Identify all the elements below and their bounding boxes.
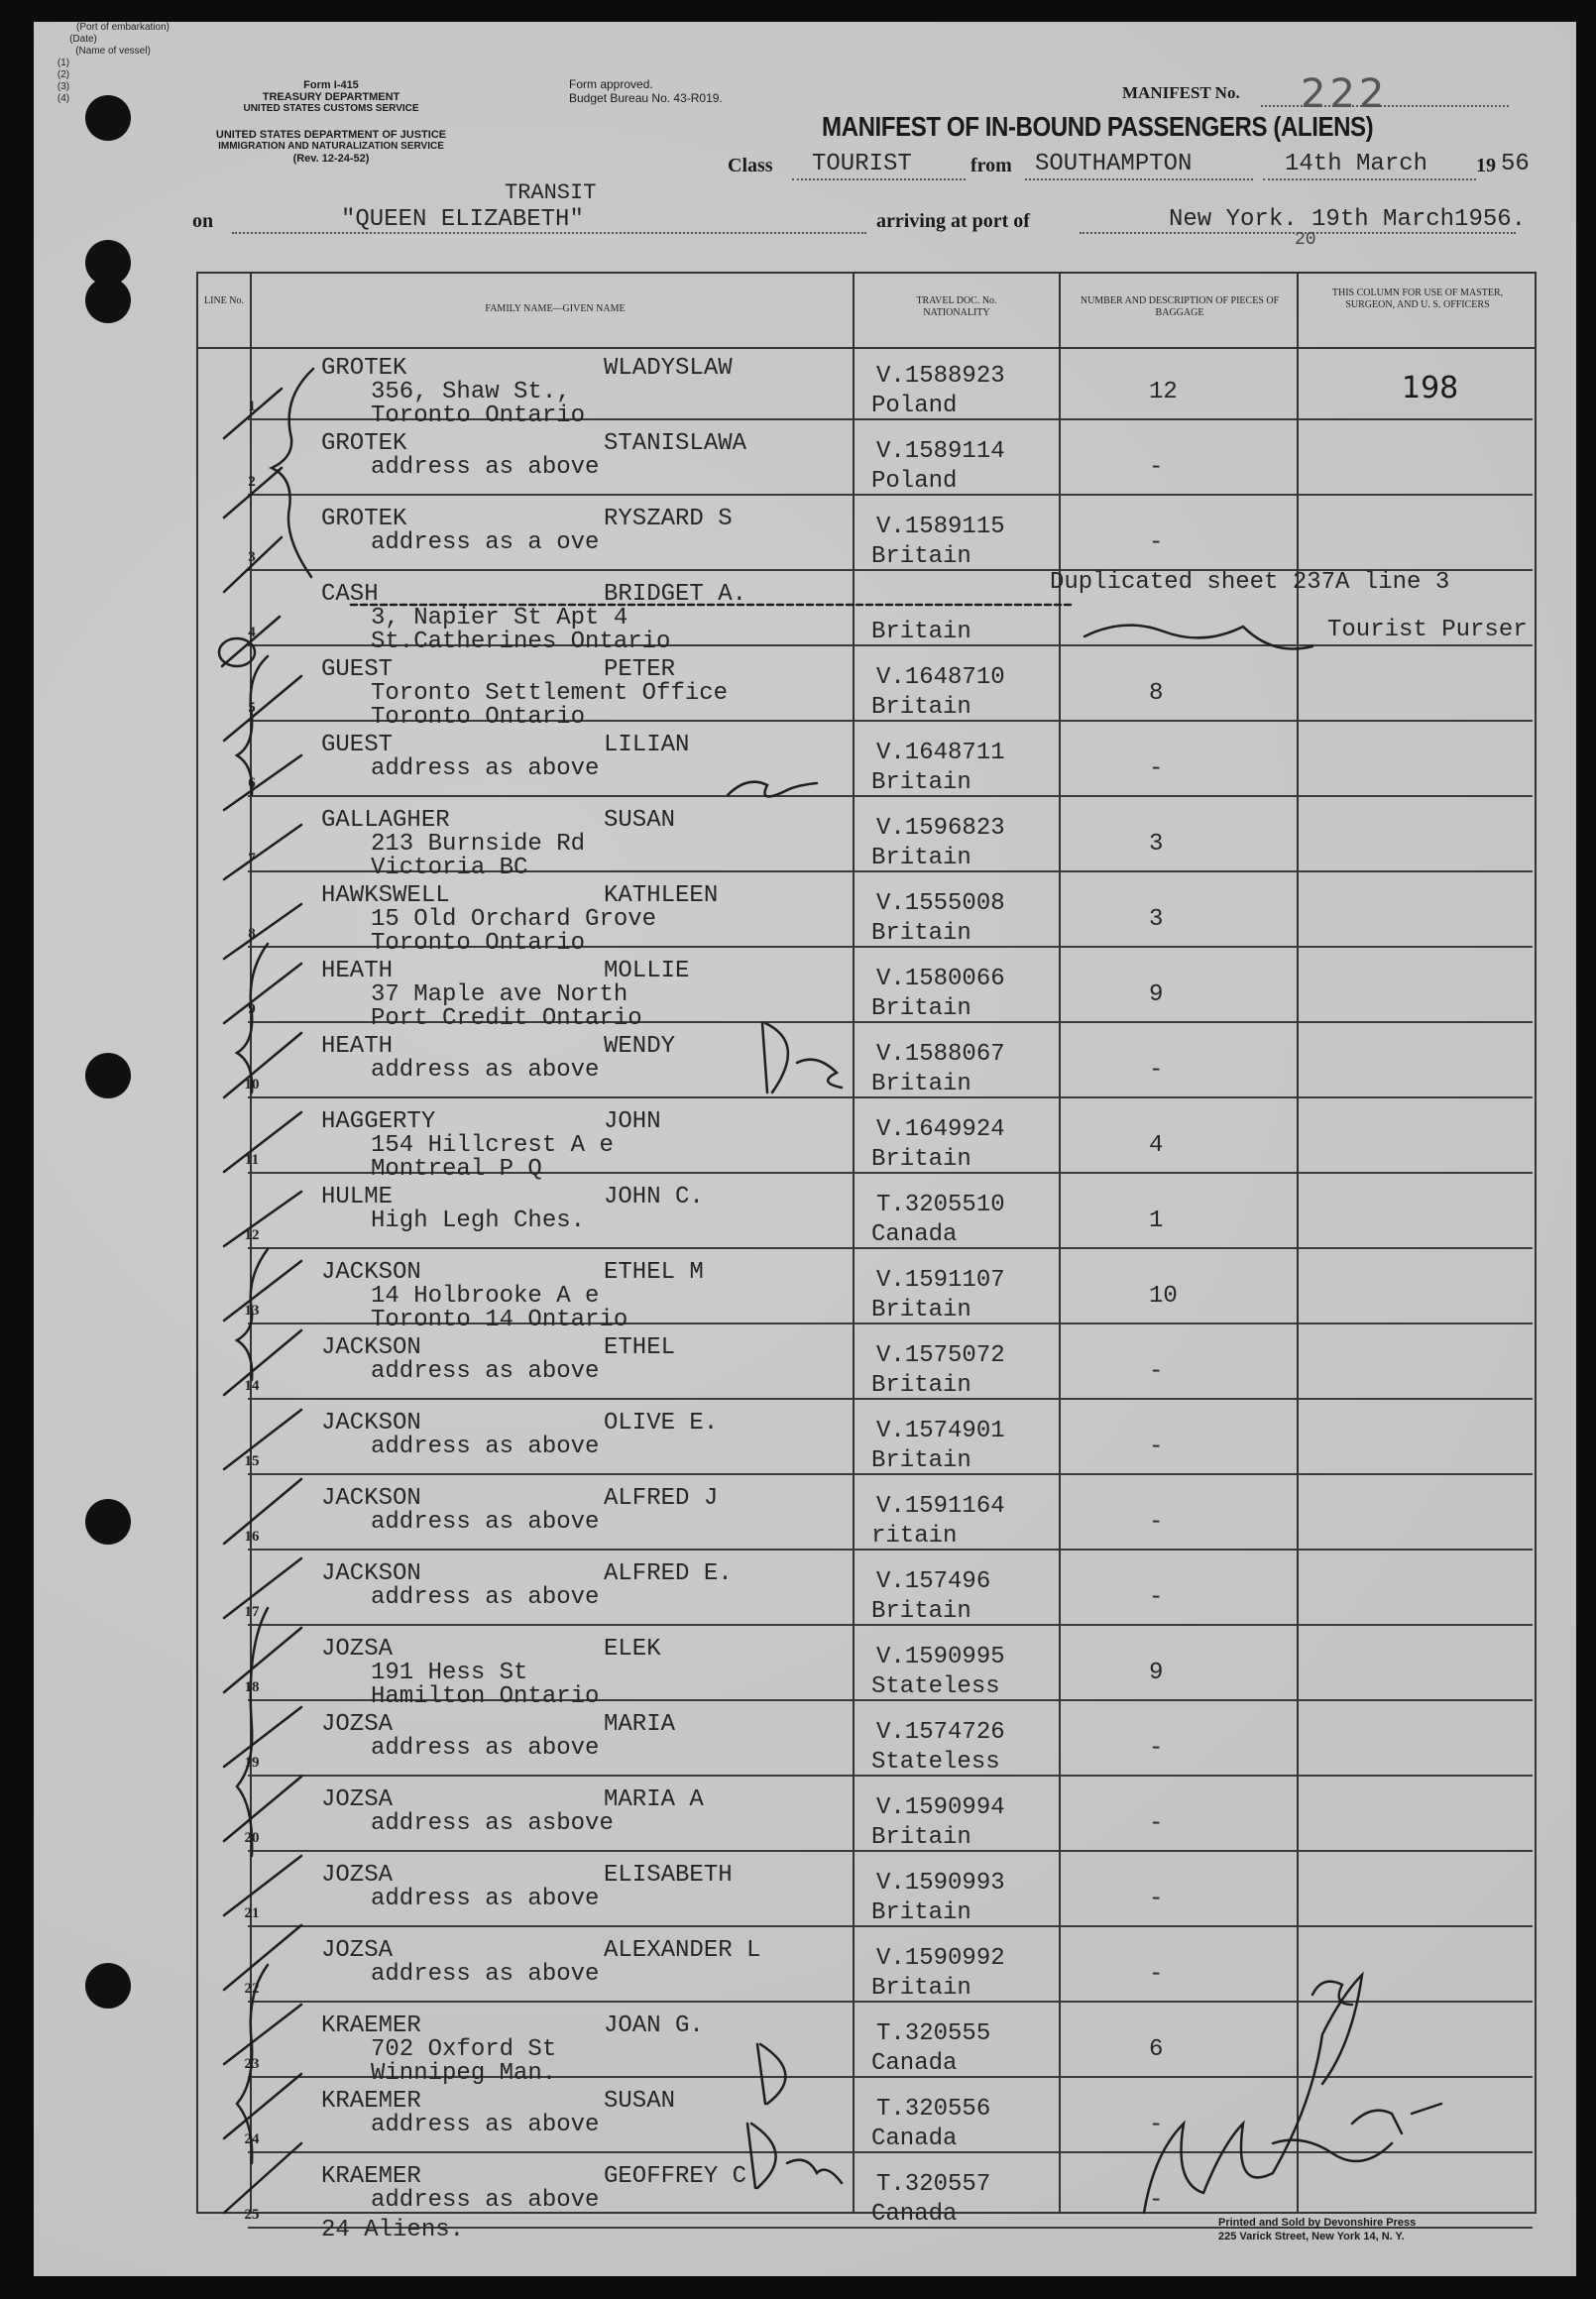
nationality: Britain [871,619,971,645]
family-name: HEATH [321,958,394,984]
address-line-2: St.Catherines Ontario [371,629,671,655]
nationality: Britain [871,1071,971,1097]
baggage-count: 3 [1149,831,1164,858]
family-name: GROTEK [321,430,407,457]
column-2-number: (2) [57,69,70,80]
address-line-1: address as above [371,454,600,481]
family-name: JACKSON [321,1334,421,1361]
address-line-2: Toronto Ontario [371,930,586,957]
form-approved: Form approved. [569,77,653,91]
departure-date: 14th March [1285,151,1428,177]
address-line-2: Hamilton Ontario [371,1683,600,1710]
travel-document: V.1591107 [876,1267,1005,1294]
given-name: RYSZARD S [604,506,733,532]
travel-document: T.320557 [876,2171,991,2198]
family-name: JACKSON [321,1259,421,1286]
family-name: JOZSA [321,1636,394,1663]
class-value: TOURIST [812,151,912,177]
family-name: GUEST [321,732,394,758]
given-name: KATHLEEN [604,882,719,909]
family-name: GALLAGHER [321,807,450,834]
address-line-1: address as above [371,1961,600,1988]
transit-note: TRANSIT [505,180,597,205]
family-name: KRAEMER [321,2088,421,2115]
address-line-1: 154 Hillcrest A e [371,1132,614,1159]
given-name: ELEK [604,1636,661,1663]
given-name: ALEXANDER L [604,1937,761,1964]
from-label: from [970,155,1012,176]
line-number: 19 [244,1755,260,1771]
address-line-2: Toronto Ontario [371,402,586,429]
nationality: Britain [871,1824,971,1851]
travel-document: V.1590995 [876,1644,1005,1670]
given-name: ALFRED J [604,1485,719,1512]
column-3-number: (3) [57,81,70,92]
nationality: Poland [871,393,958,419]
date-caption: (Date) [69,34,97,45]
family-name: GUEST [321,656,394,683]
line-number: 12 [244,1227,260,1243]
nationality: Britain [871,543,971,570]
line-number: 16 [244,1529,260,1545]
baggage-count: 9 [1149,1660,1164,1686]
given-name: PETER [604,656,676,683]
baggage-count: - [1149,1057,1164,1084]
nationality: Britain [871,1598,971,1625]
address-line-1: 37 Maple ave North [371,981,628,1008]
punch-hole [85,1053,131,1098]
nationality: Britain [871,1372,971,1399]
given-name: OLIVE E. [604,1410,719,1437]
given-name: ELISABETH [604,1862,733,1889]
nationality: ritain [871,1523,958,1550]
budget-bureau: Budget Bureau No. 43-R019. [569,91,723,105]
address-line-1: 15 Old Orchard Grove [371,906,657,933]
line-number: 17 [244,1604,260,1620]
baggage-count: - [1149,529,1164,556]
manifest-number: 222 [1301,71,1389,117]
given-name: JOAN G. [604,2012,704,2039]
travel-document: T.320555 [876,2020,991,2047]
baggage-count: 10 [1149,1283,1178,1310]
port-of-embarkation: SOUTHAMPTON [1035,151,1193,177]
line-number: 4 [248,625,256,640]
given-name: MARIA [604,1711,676,1738]
column-4-number: (4) [57,93,70,104]
nationality: Britain [871,995,971,1022]
baggage-count: 6 [1149,2036,1164,2063]
column-header-travel-doc: TRAVEL DOC. No. NATIONALITY [916,295,997,318]
address-line-1: address as above [371,1509,600,1536]
baggage-count: 12 [1149,379,1178,405]
nationality: Stateless [871,1673,1000,1700]
year-prefix: 19 [1476,155,1496,176]
address-line-1: address as above [371,1057,600,1084]
given-name: ETHEL [604,1334,676,1361]
baggage-count: 1 [1149,1207,1164,1234]
line-number: 23 [244,2056,260,2072]
given-name: MARIA A [604,1786,704,1813]
travel-document: V.1591164 [876,1493,1005,1520]
travel-document: V.1575072 [876,1342,1005,1369]
treasury-department: TREASURY DEPARTMENT [262,91,400,103]
tourist-purser-note: Tourist Purser [1327,617,1528,643]
address-line-2: Winnipeg Man. [371,2060,557,2087]
punch-hole [85,278,131,323]
manifest-title: MANIFEST OF IN-BOUND PASSENGERS (ALIENS) [822,111,1374,142]
officer-count: 198 [1402,371,1459,405]
nationality: Canada [871,2050,958,2077]
duplicated-sheet-note: Duplicated sheet 237A line 3 [1050,569,1450,596]
nationality: Canada [871,2126,958,2152]
line-number: 24 [244,2131,260,2147]
line-number: 14 [244,1378,260,1394]
given-name: SUSAN [604,2088,676,2115]
travel-document: V.1590992 [876,1945,1005,1972]
travel-document: V.1588067 [876,1041,1005,1068]
punch-hole [85,1963,131,2009]
baggage-count: 3 [1149,906,1164,933]
line-number: 6 [248,775,256,791]
address-line-1: address as above [371,1735,600,1762]
line-number: 2 [248,474,256,490]
baggage-count: - [1149,454,1164,481]
nationality: Canada [871,1221,958,1248]
address-line-1: address as a ove [371,529,600,556]
address-line-1: High Legh Ches. [371,1207,586,1234]
travel-document: V.1589115 [876,514,1005,540]
nationality: Britain [871,1297,971,1323]
class-label: Class [728,155,773,176]
total-aliens: 24 Aliens. [321,2217,465,2243]
address-line-1: 14 Holbrooke A e [371,1283,600,1310]
address-line-1: address as above [371,1434,600,1460]
address-line-1: address as above [371,2187,600,2214]
address-line-1: address as asbove [371,1810,614,1837]
travel-document: V.1580066 [876,966,1005,992]
passenger-table [196,272,1537,2214]
baggage-count: 4 [1149,1132,1164,1159]
baggage-count: 9 [1149,981,1164,1008]
manifest-page [34,22,1576,2276]
line-number: 21 [244,1905,260,1921]
printer-line-1: Printed and Sold by Devonshire Press [1218,2217,1417,2229]
given-name: BRIDGET A. [604,581,747,608]
address-line-2: Toronto 14 Ontario [371,1307,628,1333]
line-number: 18 [244,1679,260,1695]
given-name: SUSAN [604,807,676,834]
baggage-count: - [1149,1735,1164,1762]
travel-document: V.1590993 [876,1870,1005,1897]
on-label: on [192,210,214,232]
address-line-1: address as above [371,1584,600,1611]
nationality: Britain [871,1447,971,1474]
line-number: 22 [244,1981,260,1997]
address-line-1: 356, Shaw St., [371,379,571,405]
address-line-1: address as above [371,2112,600,2138]
baggage-count: - [1149,1961,1164,1988]
family-name: JOZSA [321,1711,394,1738]
nationality: Britain [871,1975,971,2002]
line-number: 8 [248,926,256,942]
given-name: WLADYSLAW [604,355,733,382]
punch-hole [85,95,131,141]
travel-document: V.1574901 [876,1418,1005,1444]
arrival-date-correction: 20 [1295,230,1316,250]
address-line-1: 213 Burnside Rd [371,831,586,858]
line-number: 20 [244,1830,260,1846]
column-header-name: FAMILY NAME—GIVEN NAME [485,303,626,314]
line-number: 25 [244,2207,260,2223]
address-line-1: address as above [371,1886,600,1912]
family-name: KRAEMER [321,2163,421,2190]
address-line-1: 3, Napier St Apt 4 [371,605,628,632]
travel-document: V.1588923 [876,363,1005,390]
family-name: HEATH [321,1033,394,1060]
address-line-2: Toronto Ontario [371,704,586,731]
form-number: Form I-415 [303,79,359,91]
line-number: 1 [248,399,256,414]
travel-document: V.1589114 [876,438,1005,465]
nationality: Britain [871,694,971,721]
address-line-2: Port Credit Ontario [371,1005,642,1032]
given-name: LILIAN [604,732,690,758]
address-line-1: address as above [371,755,600,782]
vessel-caption: (Name of vessel) [75,46,151,57]
travel-document: V.1596823 [876,815,1005,842]
line-number: 5 [248,700,256,716]
nationality: Poland [871,468,958,495]
port-caption: (Port of embarkation) [76,22,170,33]
line-number: 10 [244,1077,260,1092]
line-number: 15 [244,1453,260,1469]
family-name: HULME [321,1184,394,1210]
column-1-number: (1) [57,57,70,68]
family-name: JOZSA [321,1862,394,1889]
family-name: HAGGERTY [321,1108,436,1135]
line-number: 11 [244,1152,260,1168]
manifest-number-label: MANIFEST No. [1122,83,1240,102]
nationality: Stateless [871,1749,1000,1776]
address-line-1: Toronto Settlement Office [371,680,729,707]
address-line-1: 702 Oxford St [371,2036,557,2063]
nationality: Britain [871,920,971,947]
nationality: Britain [871,845,971,871]
address-line-1: 191 Hess St [371,1660,528,1686]
address-line-1: address as above [371,1358,600,1385]
column-header-officers: THIS COLUMN FOR USE OF MASTER, SURGEON, AND U. S. OFFICERS [1331,287,1504,310]
given-name: WENDY [604,1033,676,1060]
family-name: KRAEMER [321,2012,421,2039]
travel-document: T.320556 [876,2096,991,2123]
line-number: 9 [248,1001,256,1017]
arrival-port-date: New York. 19th March1956. [1169,206,1527,233]
family-name: JOZSA [321,1786,394,1813]
baggage-count: - [1149,1358,1164,1385]
given-name: ALFRED E. [604,1560,733,1587]
nationality: Britain [871,1899,971,1926]
family-name: CASH [321,581,379,608]
baggage-count: - [1149,2187,1164,2214]
printer-line-2: 225 Varick Street, New York 14, N. Y. [1218,2231,1405,2242]
department-of-justice: UNITED STATES DEPARTMENT OF JUSTICE [215,129,447,141]
baggage-count: - [1149,1509,1164,1536]
line-number: 7 [248,851,256,866]
vessel-name: "QUEEN ELIZABETH" [341,206,584,233]
form-revision: (Rev. 12-24-52) [292,153,370,165]
address-line-2: Victoria BC [371,855,528,881]
family-name: JACKSON [321,1410,421,1437]
line-number: 3 [248,549,256,565]
family-name: JOZSA [321,1937,394,1964]
nationality: Britain [871,1146,971,1173]
given-name: MOLLIE [604,958,690,984]
baggage-count: - [1149,1886,1164,1912]
baggage-count: - [1149,1434,1164,1460]
arriving-label: arriving at port of [876,210,1030,232]
travel-document: V.1555008 [876,890,1005,917]
given-name: JOHN [604,1108,661,1135]
travel-document: T.3205510 [876,1192,1005,1218]
family-name: JACKSON [321,1560,421,1587]
column-header-line-no: LINE No. [204,295,244,306]
line-number: 13 [244,1303,260,1319]
column-header-baggage: NUMBER AND DESCRIPTION OF PIECES OF BAGGAGE [1080,295,1280,318]
travel-document: V.1590994 [876,1794,1005,1821]
family-name: HAWKSWELL [321,882,450,909]
baggage-count: - [1149,755,1164,782]
customs-service: UNITED STATES CUSTOMS SERVICE [243,103,419,114]
travel-document: V.1649924 [876,1116,1005,1143]
baggage-count: - [1149,2112,1164,2138]
baggage-count: - [1149,1584,1164,1611]
travel-document: V.1648711 [876,740,1005,766]
travel-document: V.1648710 [876,664,1005,691]
nationality: Britain [871,769,971,796]
address-line-2: Montreal P Q [371,1156,542,1183]
punch-hole [85,1499,131,1545]
immigration-service: IMMIGRATION AND NATURALIZATION SERVICE [218,141,444,152]
family-name: JACKSON [321,1485,421,1512]
family-name: GROTEK [321,506,407,532]
given-name: JOHN C. [604,1184,704,1210]
travel-document: V.1574726 [876,1719,1005,1746]
baggage-count: 8 [1149,680,1164,707]
baggage-count: - [1149,1810,1164,1837]
given-name: STANISLAWA [604,430,747,457]
given-name: GEOFFREY C [604,2163,747,2190]
given-name: ETHEL M [604,1259,704,1286]
departure-year: 56 [1501,151,1530,177]
travel-document: V.157496 [876,1568,991,1595]
family-name: GROTEK [321,355,407,382]
nationality: Canada [871,2201,958,2228]
